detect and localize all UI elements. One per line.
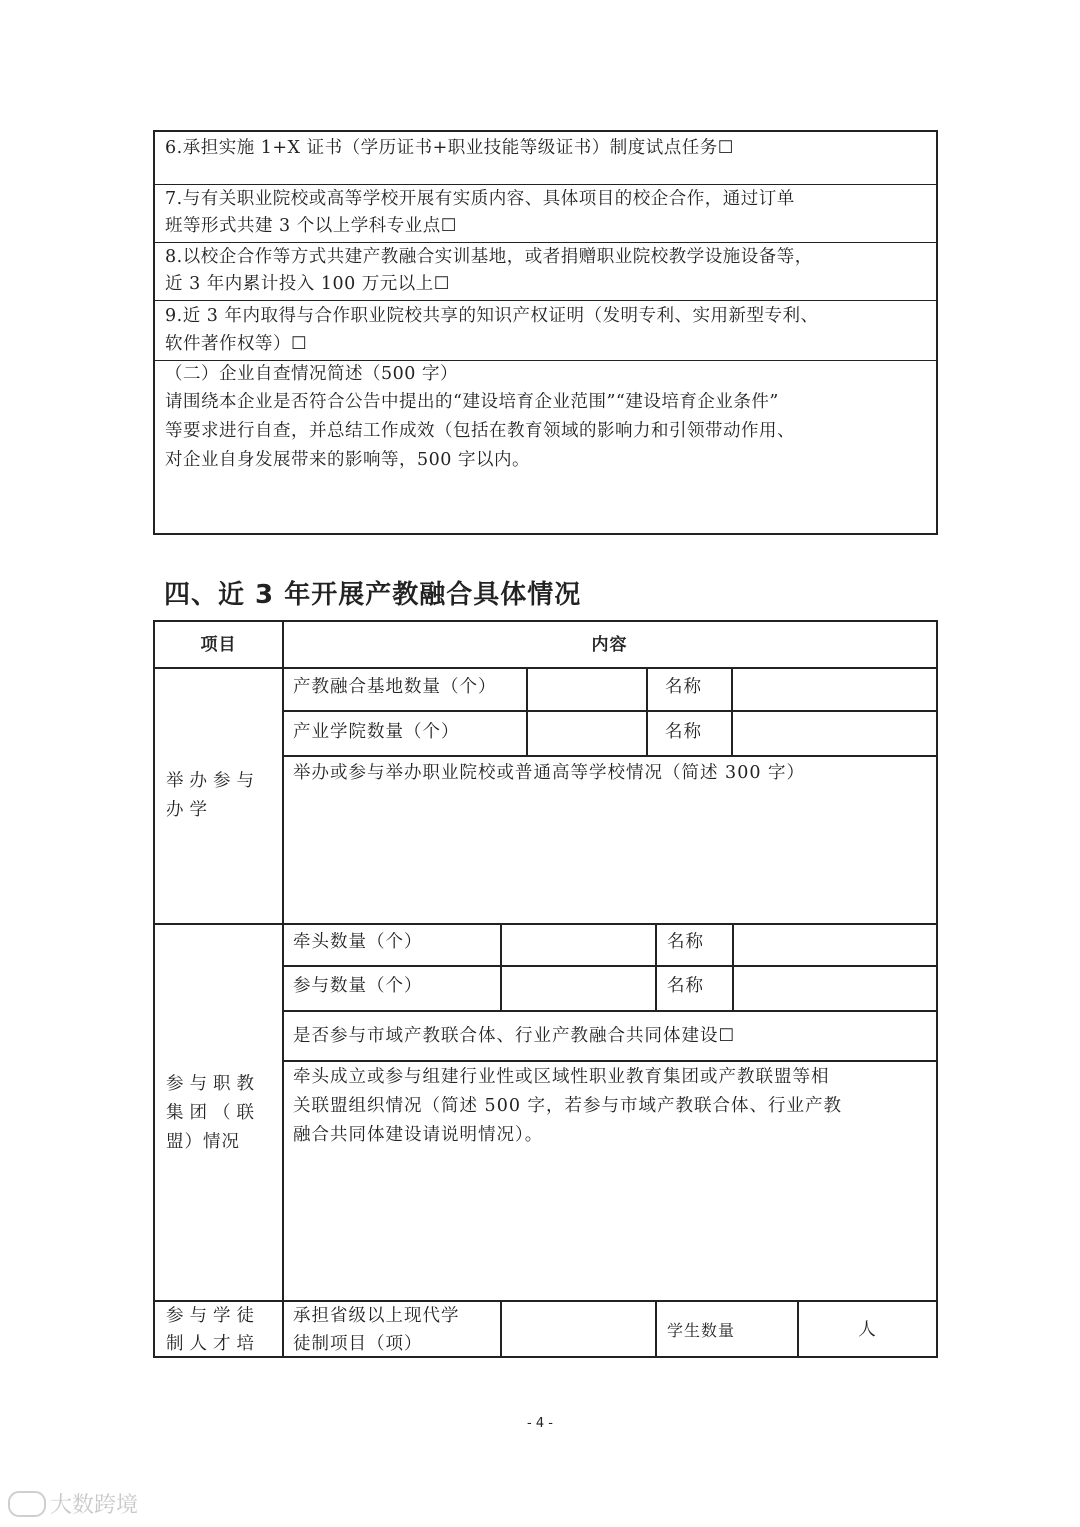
lead-count-label: 牵头数量（个） [293,932,423,952]
student-unit: 人 [858,1320,877,1340]
item-6-text: 6.承担实施 1+X 证书（学历证书+职业技能等级证书）制度试点任务☐ [165,138,734,158]
item-7-line2: 班等形式共建 3 个以上学科专业点☐ [165,216,457,236]
item-9-line2: 软件著作权等）☐ [165,334,308,354]
school-desc-prompt: 举办或参与举办职业院校或普通高等学校情况（简述 300 字） [293,763,806,783]
rule [646,668,648,756]
college-name-input[interactable] [733,712,936,755]
base-name-label: 名称 [665,677,702,697]
group2-label-line1: 参与职教 [166,1074,260,1094]
self-check-line3: 对企业自身发展带来的影响等，500 字以内。 [165,450,530,470]
self-check-line2: 等要求进行自查，并总结工作成效（包括在教育领域的影响力和引领带动作用、 [165,421,795,441]
checklist-item-9 [155,301,936,361]
college-name-label: 名称 [665,722,702,742]
lead-count-input[interactable] [502,924,654,965]
group3-label-line2: 制人才培 [166,1334,260,1354]
alliance-desc-input[interactable] [283,1157,936,1299]
integration-table [153,620,938,1358]
group2-label-line2: 集团（联 [166,1103,260,1123]
apprentice-project-input[interactable] [502,1302,654,1358]
join-name-input[interactable] [734,967,936,1010]
lead-name-input[interactable] [734,924,936,965]
header-content: 内容 [591,635,628,655]
alliance-desc-line1: 牵头成立或参与组建行业性或区域性职业教育集团或产教联盟等相 [293,1067,830,1087]
join-name-label: 名称 [667,976,704,996]
section-heading: 四、近 3 年开展产教融合具体情况 [164,580,582,610]
base-count-label: 产教融合基地数量（个） [293,677,497,697]
item-8-line2: 近 3 年内累计投入 100 万元以上☐ [165,274,450,294]
header-item: 项目 [200,635,237,655]
student-count-label: 学生数量 [667,1321,736,1340]
join-count-input[interactable] [502,967,654,1010]
alliance-desc-line2: 关联盟组织情况（简述 500 字，若参与市域产教联合体、行业产教 [293,1096,843,1116]
rule [655,1301,657,1358]
checklist-item-7 [155,185,936,243]
group1-label-line2: 办学 [166,800,213,820]
base-count-input[interactable] [527,668,645,710]
consortium-checkbox-label[interactable]: 是否参与市域产教联合体、行业产教融合共同体建设☐ [293,1026,736,1046]
checklist-item-8 [155,243,936,301]
checklist-item-6 [155,132,936,185]
lead-name-label: 名称 [667,932,704,952]
page-number: - 4 - [527,1416,553,1431]
apprentice-project-line1: 承担省级以上现代学 [293,1306,460,1326]
group2-label-line3: 盟）情况 [166,1132,240,1152]
join-count-label: 参与数量（个） [293,976,423,996]
rule [282,1060,936,1062]
alliance-desc-line3: 融合共同体建设请说明情况）。 [293,1125,544,1145]
watermark-text: 大数跨境 [50,1493,139,1518]
college-count-label: 产业学院数量（个） [293,722,460,742]
watermark [8,1488,138,1519]
checklist-table [153,130,938,535]
base-name-input[interactable] [733,668,936,710]
item-8-line1: 8.以校企合作等方式共建产教融合实训基地，或者捐赠职业院校教学设施设备等， [165,247,813,267]
watermark-logo-icon [8,1491,46,1517]
item-9-line1: 9.近 3 年内取得与合作职业院校共享的知识产权证明（发明专利、实用新型专利、 [165,306,819,326]
group3-label-line1: 参与学徒 [166,1306,260,1326]
self-check-title: （二）企业自查情况简述（500 字） [165,364,458,384]
self-check-line1: 请围绕本企业是否符合公告中提出的“建设培育企业范围”“建设培育企业条件” [165,392,779,412]
rule [655,924,657,1011]
group1-label-line1: 举办参与 [166,771,260,791]
item-7-line1: 7.与有关职业院校或高等学校开展有实质内容、具体项目的校企合作，通过订单 [165,189,795,209]
rule [282,755,936,757]
apprentice-project-line2: 徒制项目（项） [293,1334,423,1354]
college-count-input[interactable] [527,712,645,755]
school-desc-input[interactable] [283,792,936,922]
self-check-section[interactable] [155,361,936,532]
rule [282,1010,936,1012]
